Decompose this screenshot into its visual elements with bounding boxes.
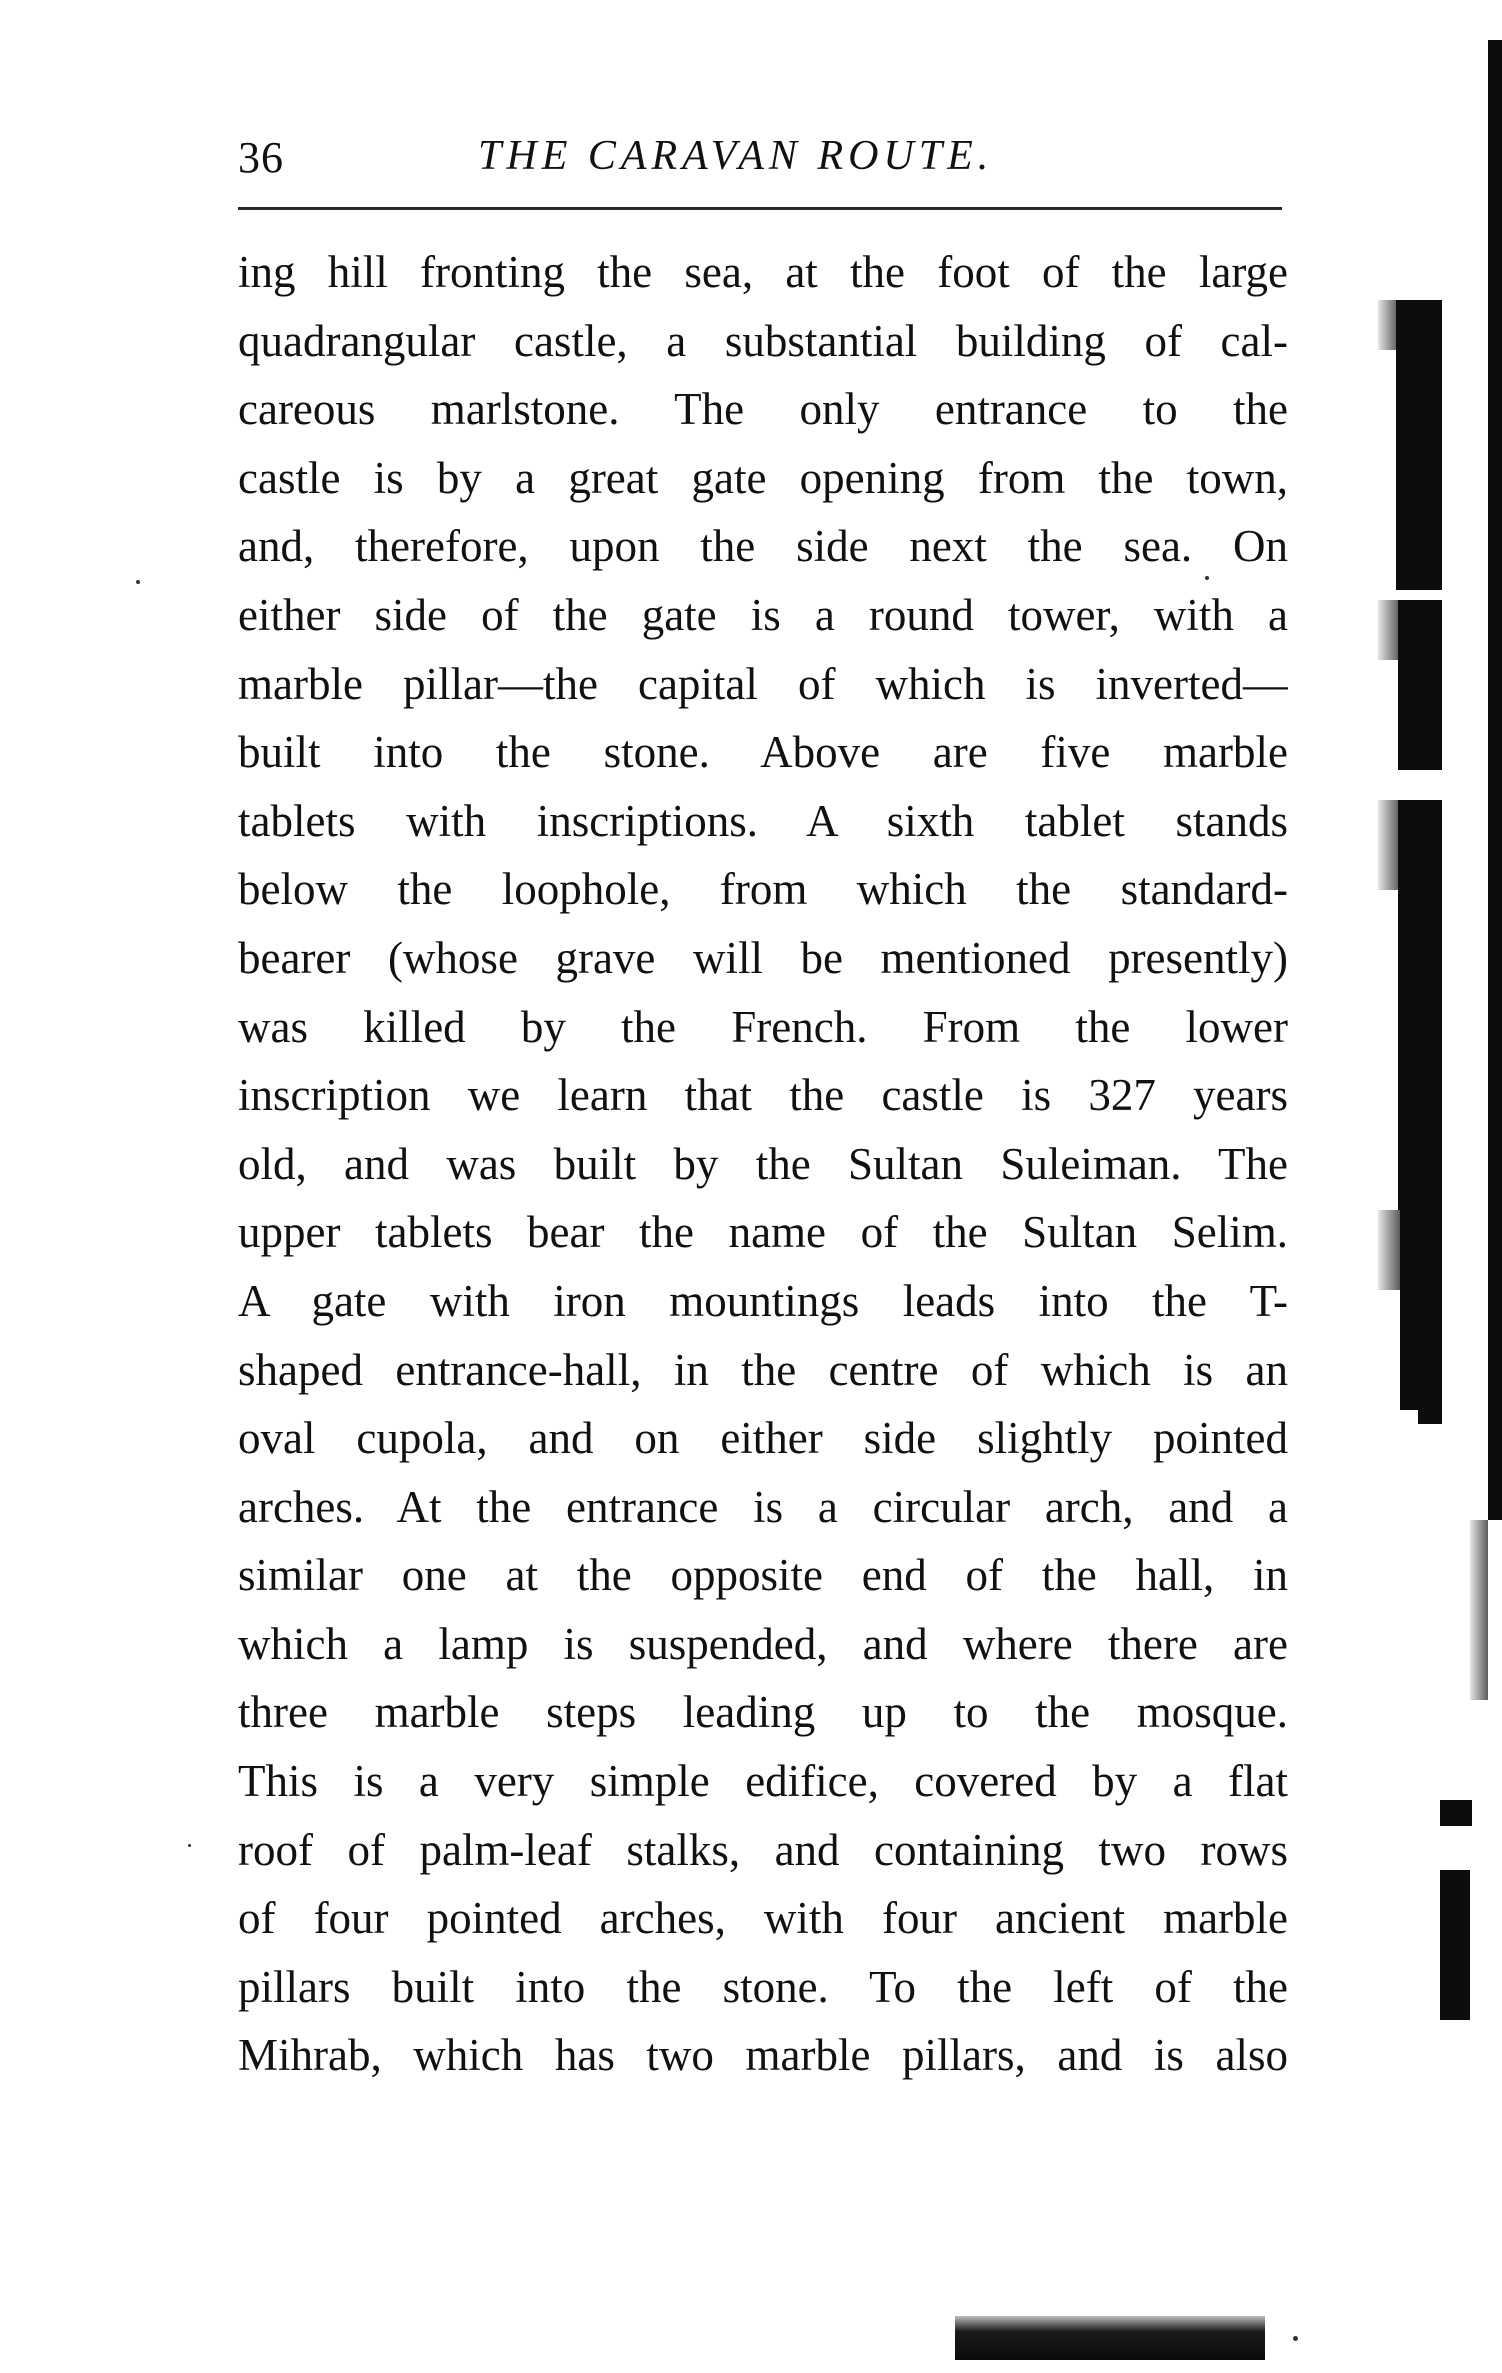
body-text (238, 238, 1288, 2090)
scan-shadow (1378, 600, 1400, 660)
scan-shadow (1378, 300, 1398, 350)
scan-shadow (1470, 1520, 1488, 1700)
scan-shadow (1398, 800, 1442, 1220)
header-rule (238, 207, 1282, 210)
text-line: shaped entrance-hall, in the centre of which is an (238, 1344, 1288, 1395)
scan-shadow (1488, 40, 1502, 1520)
text-line: Mihrab, which has two marble pillars, and is also (238, 2030, 1288, 2081)
text-line: built into the stone. Above are five marble (238, 727, 1288, 778)
text-line: careous marlstone. The only entrance to the (238, 384, 1288, 435)
text-line: similar one at the opposite end of the hall, in (238, 1550, 1288, 1601)
scan-speck (1293, 2336, 1298, 2341)
text-line: of four pointed arches, with four ancient marble (238, 1893, 1288, 1944)
running-title: THE CARAVAN ROUTE. (478, 133, 994, 179)
text-line: A gate with iron mountings leads into the T- (238, 1275, 1288, 1326)
text-line: oval cupola, and on either side slightly pointed (238, 1413, 1288, 1464)
scan-shadow (1396, 300, 1442, 590)
scan-shadow (1378, 800, 1400, 890)
scan-speck (188, 1844, 191, 1847)
text-line: upper tablets bear the name of the Sultan Selim. (238, 1207, 1288, 1258)
text-line: inscription we learn that the castle is 327 years (238, 1070, 1288, 1121)
scan-shadow (1440, 1870, 1470, 2020)
text-line: was killed by the French. From the lower (238, 1001, 1288, 1052)
scan-shadow (1418, 1410, 1442, 1424)
page-number: 36 (238, 133, 284, 182)
text-line: arches. At the entrance is a circular arch, and a (238, 1481, 1288, 1532)
text-line: ing hill fronting the sea, at the foot of the large (238, 247, 1288, 297)
text-line: and, therefore, upon the side next the sea. On (238, 521, 1288, 572)
text-line: marble pillar—the capital of which is inverted— (238, 658, 1288, 709)
scan-shadow (1398, 600, 1442, 770)
text-line: quadrangular castle, a substantial building of cal- (238, 315, 1288, 366)
text-line: bearer (whose grave will be mentioned presently) (238, 932, 1288, 983)
text-line: old, and was built by the Sultan Suleiman. The (238, 1138, 1288, 1189)
text-line: below the loophole, from which the standard- (238, 864, 1288, 915)
text-line: three marble steps leading up to the mosque. (238, 1687, 1288, 1738)
scan-speck (1205, 576, 1209, 580)
text-line: pillars built into the stone. To the left of the (238, 1961, 1288, 2012)
scan-speck (136, 580, 140, 584)
text-line: This is a very simple edifice, covered by a flat (238, 1756, 1288, 1807)
text-line: which a lamp is suspended, and where there are (238, 1618, 1288, 1669)
text-line: either side of the gate is a round tower, with a (238, 589, 1288, 640)
scan-shadow-bottom (955, 2316, 1265, 2360)
scan-shadow (1440, 1800, 1472, 1826)
scan-shadow (1400, 1210, 1442, 1410)
text-line: castle is by a great gate opening from the town, (238, 452, 1288, 503)
scan-shadow (1378, 1210, 1400, 1290)
text-line: roof of palm-leaf stalks, and containing two rows (238, 1824, 1288, 1875)
text-line: tablets with inscriptions. A sixth tablet stands (238, 795, 1288, 846)
